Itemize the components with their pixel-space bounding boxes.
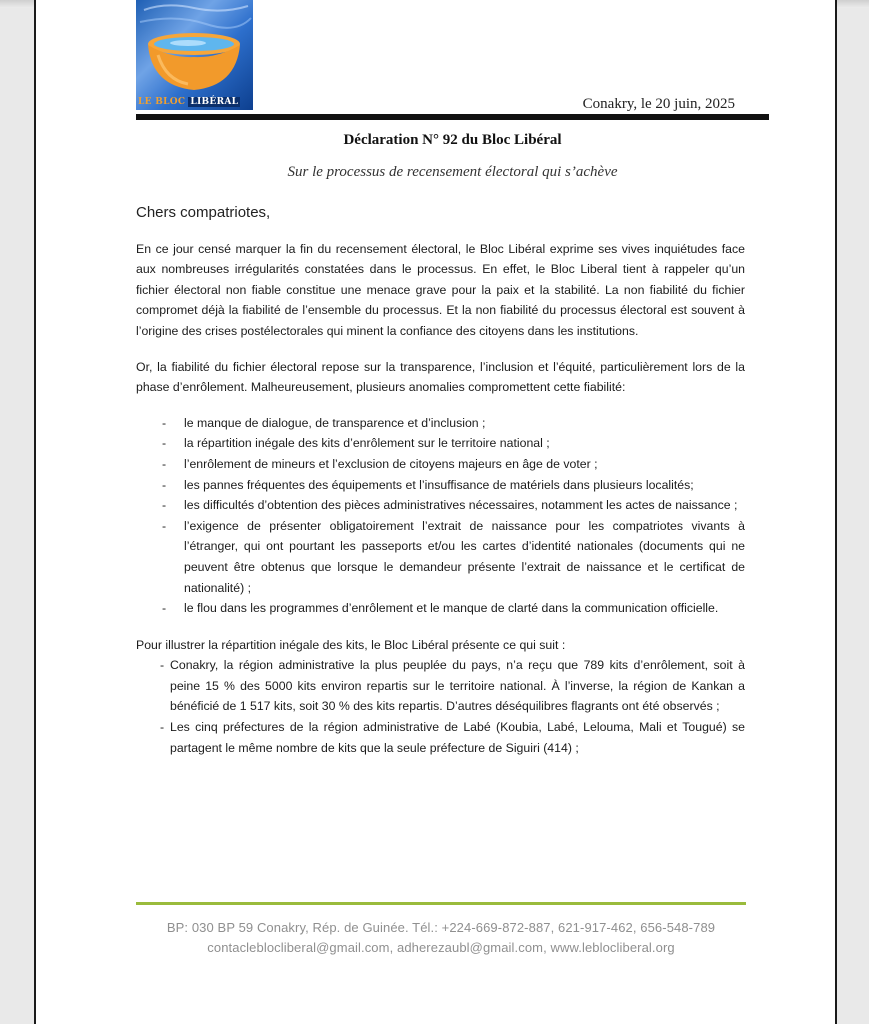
- list-item: - les pannes fréquentes des équipements et l’insuffisance de matériels dans plusieurs localités;: [136, 475, 745, 496]
- list-item: - l’exigence de présenter obligatoirement l’extrait de naissance pour les compatriotes vivants à l’étranger, qui ont pourtant les passeports et/ou les cartes d’identité nationales (documents qui ne peuvent être obtenus que lorsque le demandeur présente l’extrait de naissance et le certificat de nationalité) ;: [136, 516, 745, 598]
- footer-address: BP: 030 BP 59 Conakry, Rép. de Guinée. Tél.: +224-669-872-887, 621-917-462, 656-548-789: [166, 920, 716, 935]
- list-item: - les difficultés d’obtention des pièces administratives nécessaires, notamment les actes de naissance ;: [136, 495, 745, 516]
- declaration-title: Déclaration N° 92 du Bloc Libéral: [343, 132, 562, 148]
- logo-text-left: LE BLOC: [138, 97, 186, 107]
- declaration-subtitle: Sur le processus de recensement électoral qui s’achève: [287, 164, 618, 180]
- list-item: - le flou dans les programmes d’enrôlement et le manque de clarté dans la communication officielle.: [136, 598, 745, 619]
- bowl-icon: [136, 0, 253, 96]
- list-item: - Conakry, la région administrative la plus peuplée du pays, n’a reçu que 789 kits d’enrôlement, soit à peine 15 % des 5000 kits environ repartis sur le territoire national. À l’inverse, la région de Kankan a bénéficié de 1 517 kits, soit 30 % des kits repartis. D’autres déséquilibres flagrants ont été observés ;: [136, 655, 745, 717]
- list-item: - Les cinq préfectures de la région administrative de Labé (Koubia, Labé, Lelouma, Mali et Tougué) se partagent le même nombre de kits que la seule préfecture de Siguiri (414) ;: [136, 717, 745, 758]
- list-item: - le manque de dialogue, de transparence et d’inclusion ;: [136, 413, 745, 434]
- paragraph-kits-intro: Pour illustrer la répartition inégale des kits, le Bloc Libéral présente ce qui suit :: [136, 637, 566, 652]
- document-body: [136, 203, 745, 758]
- paragraph-intro: En ce jour censé marquer la fin du recensement électoral, le Bloc Libéral exprime ses vives inquiétudes face aux nombreuses irrégularités constatées dans le processus. En effet, le Bloc Liberal tient à rappeler qu’un fichier électoral non fiable constitue une menace grave pour la paix et la stabilité. La non fiabilité du fichier compromet déjà la fiabilité de l’ensemble du processus. Et la non fiabilité du processus électoral est souvent à l’origine des crises postélectorales qui minent la confiance des citoyens dans les institutions.: [136, 241, 745, 338]
- footer-contacts: contacleblocliberal@gmail.com, adherezaubl@gmail.com, www.leblocliberal.org: [207, 940, 675, 955]
- kits-list: [136, 655, 745, 758]
- list-item: - la répartition inégale des kits d’enrôlement sur le territoire national ;: [136, 433, 745, 454]
- footer-rule: [136, 902, 746, 905]
- dateline: Conakry, le 20 juin, 2025: [582, 96, 735, 112]
- anomalies-list: [136, 413, 745, 619]
- paragraph-anomalies-lead: Or, la fiabilité du fichier électoral repose sur la transparence, l’inclusion et l’équité, particulièrement lors de la phase d’enrôlement. Malheureusement, plusieurs anomalies compromettent cette fiabilité:: [136, 359, 745, 395]
- greeting: Chers compatriotes,: [136, 204, 271, 221]
- document-page: [34, 0, 837, 1024]
- list-item: - l’enrôlement de mineurs et l’exclusion de citoyens majeurs en âge de voter ;: [136, 454, 745, 475]
- bloc-liberal-logo: [136, 0, 253, 110]
- logo-text-right: LIBÉRAL: [190, 97, 239, 107]
- header-rule: [136, 114, 769, 120]
- logo-wordmark: [136, 94, 253, 110]
